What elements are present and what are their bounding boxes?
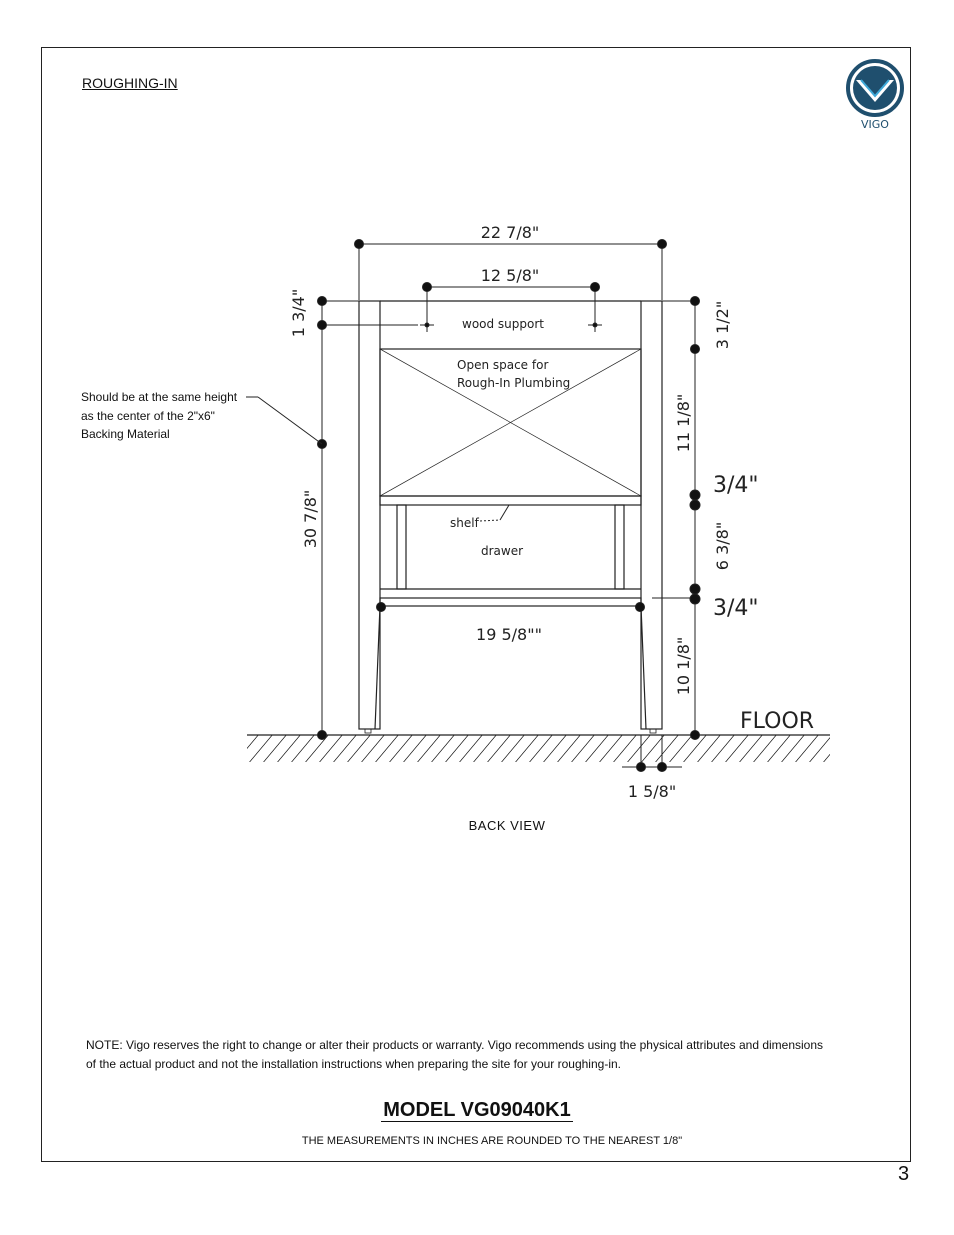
model-heading: [0, 1099, 954, 1122]
dim-top-offset-right: 3 1/2": [713, 300, 732, 350]
dim-point: [355, 240, 364, 249]
dim-drawer-height: 6 3/8": [713, 521, 732, 571]
wood-support-label: wood support: [462, 317, 545, 331]
page-number: 3: [898, 1163, 910, 1185]
dim-leg-offset: 1 5/8": [627, 782, 677, 801]
disclaimer-note: [86, 1036, 876, 1074]
floor-label: FLOOR: [740, 709, 815, 734]
left-post: [359, 301, 380, 729]
dim-leg-height: 10 1/8": [674, 636, 693, 696]
dim-total-height: 30 7/8": [301, 489, 320, 549]
open-space-label-line1: Open space for: [457, 358, 549, 372]
dim-support-span: 12 5/8": [480, 266, 540, 285]
page-title: ROUGHING-IN: [82, 75, 178, 91]
dim-point: [658, 240, 667, 249]
note-line2: of the actual product and not the installation instructions when preparing the site for your roughing-in.: [86, 1057, 621, 1071]
dim-lower-shelf: 3/4": [713, 596, 759, 621]
shelf-label: shelf: [450, 516, 479, 530]
logo-brand-text: VIGO: [861, 118, 889, 131]
lower-shelf: [380, 598, 641, 606]
backing-material-callout: [81, 388, 251, 444]
floor: [247, 735, 830, 762]
model-number: MODEL VG09040K1: [383, 1099, 571, 1121]
callout-line1: Should be at the same height: [81, 390, 238, 404]
right-post: [641, 301, 662, 729]
upper-shelf: [380, 496, 641, 505]
drawer-label: drawer: [481, 544, 524, 558]
dim-top-offset-left: 1 3/4": [289, 288, 308, 338]
view-caption: BACK VIEW: [468, 818, 546, 833]
dim-upper-shelf: 3/4": [713, 473, 759, 498]
callout-line2: as the center of the 2"x6": [81, 408, 215, 423]
rounding-note: THE MEASUREMENTS IN INCHES ARE ROUNDED TO THE NEAREST 1/8": [301, 1135, 683, 1147]
note-line1: NOTE: Vigo reserves the right to change or alter their products or warranty. Vigo recommends using the physical attributes and dimensions: [86, 1038, 824, 1052]
dim-overall-width: 22 7/8": [480, 223, 540, 242]
callout-line3: Backing Material: [81, 427, 170, 441]
dim-inner-width: 19 5/8"": [476, 625, 542, 644]
open-space-label-line2: Rough-In Plumbing: [457, 376, 571, 390]
dim-open-space-height: 11 1/8": [674, 393, 693, 453]
